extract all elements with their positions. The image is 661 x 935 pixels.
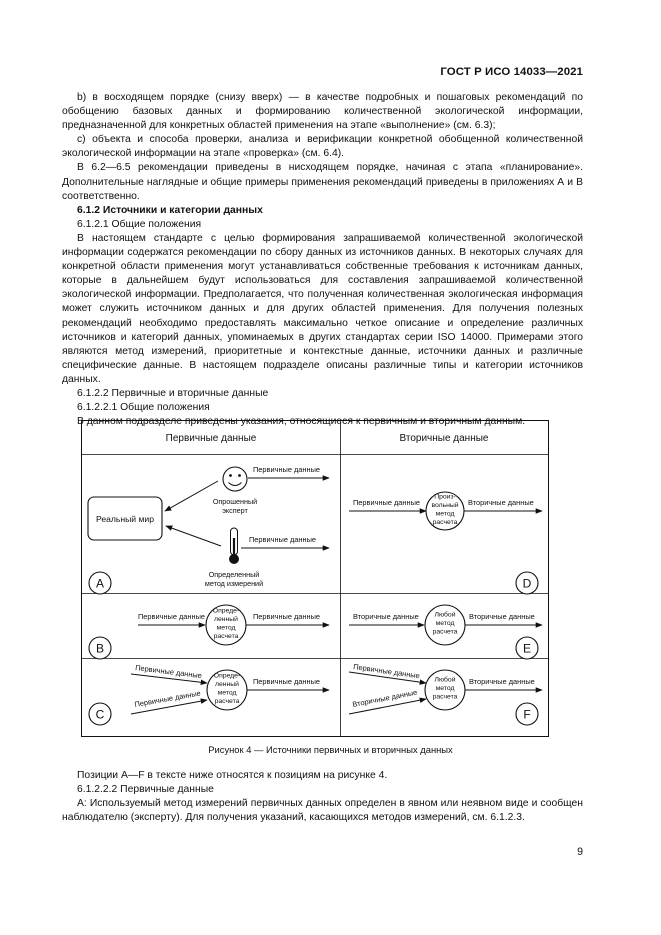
method-label: метод	[435, 685, 455, 692]
method-label: ленный	[214, 616, 238, 623]
section-heading: 6.1.2 Источники и категории данных	[77, 204, 263, 216]
expert-smiley-icon	[223, 467, 247, 491]
page-number: 9	[577, 846, 583, 858]
method-label: Любой	[434, 611, 456, 619]
primary-data-label: Первичные данные	[138, 612, 206, 621]
position-letter: C	[95, 707, 105, 722]
after-figure-text	[62, 769, 583, 825]
figure-caption: Рисунок 4 — Источники первичных и вторичных данных	[208, 744, 453, 755]
method-label: расчета	[432, 693, 458, 701]
position-letter: B	[95, 641, 105, 656]
paragraph: A: Используемый метод измерений первичных данных определен в явном или неявном виде и сообщен наблюдателю (эксперту). Для получения указаний, касающихся методов измерений, см. 6.1.2.3.	[62, 798, 583, 824]
measure-label: метод измерений	[204, 579, 264, 588]
intro-text	[62, 91, 583, 429]
position-letter: F	[523, 707, 531, 722]
expert-label: эксперт	[222, 506, 248, 515]
method-label: расчета	[432, 519, 458, 526]
paragraph: В 6.2—6.5 рекомендации приведены в нисходящем порядке, начиная с этапа «планирование». Дополнительные наглядные и общие примеры применения рекомендаций приведены в приложениях А и В соответственно.	[62, 162, 583, 202]
secondary-data-label: Вторичные данные	[469, 677, 535, 686]
method-label: метод	[217, 689, 237, 697]
subsection-heading: 6.1.2.2.2 Первичные данные	[77, 784, 214, 796]
paragraph: c) объекта и способа проверки, анализа и верификации конкретной обобщенной количественной экологической информации на этапе «проверка» (см. 6.4).	[62, 134, 583, 160]
method-label: метод	[216, 624, 236, 632]
paragraph: b) в восходящем порядке (снизу вверх) — в качестве подробных и пошаговых рекомендаций по обобщению базовых данных и формированию количественной экологической информации, предназначенной для конкретных областей применения на этапе «выполнение» (см. 6.3);	[62, 92, 583, 132]
measure-label: Определенный	[208, 570, 260, 579]
primary-data-label: Первичные данные	[253, 677, 321, 686]
method-label: расчета	[213, 633, 239, 640]
method-label: Опреде-	[213, 672, 241, 680]
subsection-heading: 6.1.2.2.1 Общие положения	[77, 402, 210, 414]
method-label: метод	[435, 620, 455, 627]
secondary-column-header: Вторичные данные	[399, 433, 489, 444]
position-letter: D	[522, 576, 532, 591]
secondary-data-label: Вторичные данные	[353, 612, 419, 621]
primary-column-header: Первичные данные	[165, 433, 257, 444]
expert-label: Опрошенный	[212, 497, 258, 506]
position-letter: E	[522, 641, 532, 656]
primary-data-label: Первичные данные	[353, 498, 421, 507]
primary-data-label: Первичные данные	[253, 465, 321, 474]
method-label: метод	[435, 510, 455, 518]
primary-data-label: Первичные данные	[253, 612, 321, 621]
primary-data-label: Первичные данные	[352, 662, 421, 681]
subsection-heading: 6.1.2.1 Общие положения	[77, 218, 202, 230]
paragraph: В данном подразделе приведены указания, относящиеся к первичным и вторичным данным.	[77, 416, 526, 428]
method-label: Произ-	[434, 493, 456, 501]
figure-4	[81, 420, 549, 737]
document-id: ГОСТ Р ИСО 14033—2021	[440, 66, 583, 78]
method-label: вольный	[431, 502, 459, 509]
position-letter: A	[95, 576, 105, 591]
method-label: ленный	[215, 681, 239, 688]
real-world-label: Реальный мир	[95, 514, 155, 524]
secondary-data-label: Вторичные данные	[469, 612, 535, 621]
secondary-data-label: Вторичные данные	[468, 498, 534, 507]
primary-data-label: Первичные данные	[133, 688, 202, 709]
primary-data-label: Первичные данные	[249, 535, 317, 544]
subsection-heading: 6.1.2.2 Первичные и вторичные данные	[77, 387, 269, 399]
method-label: расчета	[432, 628, 458, 636]
method-label: расчета	[214, 698, 240, 705]
method-label: Любой	[434, 676, 456, 684]
method-label: Опреде-	[212, 607, 240, 615]
paragraph: Позиции A—F в тексте ниже относятся к позициям на рисунке 4.	[77, 770, 388, 781]
secondary-data-label: Вторичные данные	[351, 687, 418, 709]
primary-data-label: Первичные данные	[134, 663, 203, 681]
paragraph: В настоящем стандарте с целью формирования запрашиваемой количественной экологической информации содержатся рекомендации по сбору данных из источников данных. В некоторых случаях для конкретной области применения могут устанавливаться собственные требования к источникам данных, которые в дальнейшем будут использоваться для составления запрашиваемой количественной экологической информации. Предполагается, что полученная количественная экологическая информация может служить источником данных и для других областей применения. Для получения полезных рекомендаций необходимо предоставлять максимально четкое описание и определение различных источников и категорий данных, упоминаемых в других стандартах серии ISO 14000. Примерами этого являются метод измерений, приоритетные и контекстные данные, источники данных и различные специфические данные. В настоящем подразделе описаны различные типы и категории источников данных.	[62, 232, 583, 385]
thermometer-icon	[229, 528, 239, 564]
